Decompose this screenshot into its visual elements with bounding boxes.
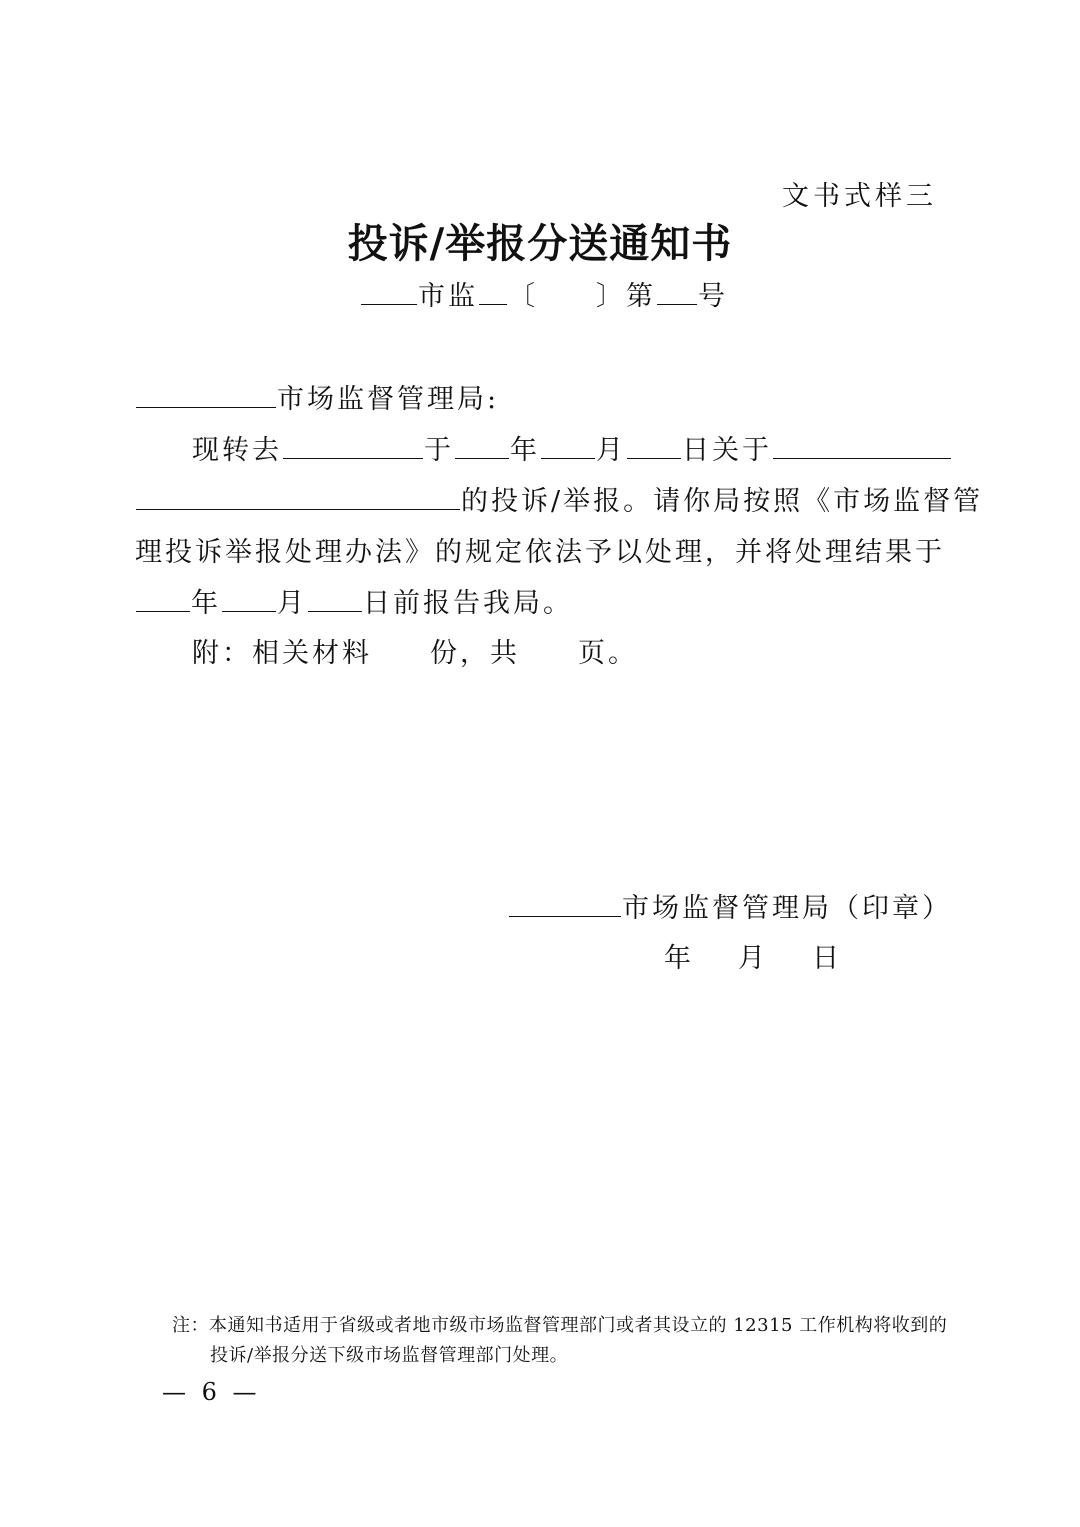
bracket-open: 〔 [508,281,538,312]
receive-month-blank[interactable] [541,432,595,459]
subject-blank[interactable] [773,432,951,459]
copies-label: 份，共 [430,638,520,669]
signature-date-line [664,936,842,975]
document-sample-label: 文书式样三 [782,181,937,212]
month-label: 月 [596,435,626,466]
body-line-4 [135,581,573,620]
signature-org-blank[interactable] [509,890,621,917]
body-line-1 [192,428,952,467]
signature-org-suffix: 市场监督管理局（印章） [622,893,952,924]
day-regarding-label: 日关于 [682,435,772,466]
issuer-blank[interactable] [361,278,417,305]
deadline-year-blank[interactable] [136,585,190,612]
document-number-line [360,274,728,313]
document-title: 投诉/举报分送通知书 [347,220,733,267]
complainant-blank[interactable] [283,432,423,459]
bracket-close: 〕 [596,281,626,312]
transfer-prefix: 现转去 [192,435,282,466]
addressee-blank[interactable] [136,381,276,408]
attachment-prefix: 附：相关材料 [192,638,372,669]
body-line-3: 理投诉举报处理办法》的规定依法予以处理，并将处理结果于 [135,537,945,568]
footnote-line-1: 注：本通知书适用于省级或者地市级市场监督管理部门或者其设立的 12315 工作机构将收到的 [172,1315,948,1336]
issuer-suffix: 市监 [418,281,478,312]
page-number: — 6 — [162,1378,261,1406]
issuer-code-blank[interactable] [479,278,507,305]
signature-org-line [508,886,952,925]
serial-blank[interactable] [657,278,697,305]
addressee-line [135,377,499,416]
pages-label: 页。 [578,638,638,669]
body-line-2-text: 的投诉/举报。请你局按照《市场监督管 [461,486,984,517]
addressee-suffix: 市场监督管理局: [277,384,500,415]
yu-label: 于 [424,435,454,466]
deadline-tail: 日前报告我局。 [363,588,573,619]
subject-continued-blank[interactable] [136,483,460,510]
deadline-month-blank[interactable] [222,585,276,612]
attachment-line [192,631,638,670]
receive-year-blank[interactable] [455,432,509,459]
signature-month-label: 月 [738,943,768,974]
di-label: 第 [626,281,656,312]
signature-day-label: 日 [812,943,842,974]
year-label: 年 [510,435,540,466]
deadline-day-blank[interactable] [308,585,362,612]
signature-year-label: 年 [664,943,694,974]
footnote-line-2: 投诉/举报分送下级市场监督管理部门处理。 [210,1345,569,1366]
receive-day-blank[interactable] [627,432,681,459]
year-label: 年 [191,588,221,619]
month-label: 月 [277,588,307,619]
body-line-2 [135,479,983,518]
hao-label: 号 [698,281,728,312]
